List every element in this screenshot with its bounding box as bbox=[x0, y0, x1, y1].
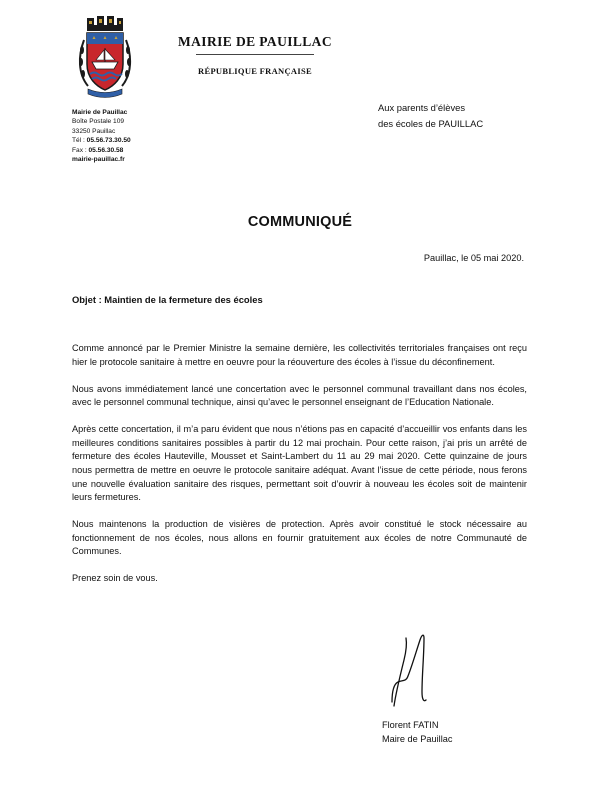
fax-number: 05.56.30.58 bbox=[88, 146, 124, 154]
letterhead-subtitle: RÉPUBLIQUE FRANÇAISE bbox=[198, 66, 312, 76]
signatory-block bbox=[382, 718, 452, 746]
body-paragraph: Après cette concertation, il m’a paru évident que nous n’étions pas en capacité d’accueillir vos enfants dans les meilleures conditions sanitaires possibles à partir du 12 mai prochain. Pour cette raison, j’ai pris un arrêté de fermeture des écoles Hauteville, Mousset et Saint-Lambert du 11 au 29 mai 2020. Cette quinzaine de jours nous permettra de mettre en oeuvre le protocole sanitaire adéquat. Avant l’issue de cette période, nous ferons une nouvelle évaluation sanitaire des risques, permettant soit d’ouvrir à nouveau les écoles soit de maintenir leurs fermetures. bbox=[72, 424, 527, 503]
phone-number: 05.56.73.30.50 bbox=[86, 137, 131, 145]
recipient-line1: Aux parents d’élèves bbox=[378, 102, 466, 113]
sender-name: Mairie de Pauillac bbox=[72, 109, 128, 116]
signatory-name: Florent FATIN bbox=[382, 720, 439, 730]
recipient-block bbox=[378, 100, 483, 131]
sender-address-line1: Boîte Postale 109 bbox=[72, 118, 125, 126]
fax-label: Fax : bbox=[72, 146, 89, 154]
subject-line: Objet : Maintien de la fermeture des écoles bbox=[72, 294, 263, 305]
body-paragraph: Prenez soin de vous. bbox=[72, 573, 158, 584]
letterhead-title: MAIRIE DE PAUILLAC bbox=[178, 34, 332, 49]
signatory-title: Maire de Pauillac bbox=[382, 734, 453, 744]
recipient-line2: des écoles de PAUILLAC bbox=[378, 117, 484, 129]
sender-address-line2: 33250 Pauillac bbox=[72, 127, 116, 135]
sender-phone bbox=[72, 136, 131, 145]
sender-website: mairie-pauillac.fr bbox=[72, 156, 125, 164]
handwritten-signature bbox=[382, 630, 438, 710]
document-heading: COMMUNIQUÉ bbox=[247, 214, 353, 230]
body-paragraph: Nous avons immédiatement lancé une concertation avec le personnel communal travaillant dans nos écoles, avec le personnel communal technique, ainsi qu’avec le personnel enseignant de l’Education Nationale. bbox=[72, 383, 527, 408]
dateline: Pauillac, le 05 mai 2020. bbox=[423, 253, 524, 263]
body-paragraph: Nous maintenons la production de visières de protection. Après avoir constitué le stock nécessaire au fonctionnement de nos écoles, nous allons en fournir gratuitement aux écoles de notre Communauté de Communes. bbox=[72, 519, 527, 557]
sender-fax bbox=[72, 146, 131, 155]
letterhead-divider bbox=[196, 54, 314, 55]
body-paragraph: Comme annoncé par le Premier Ministre la semaine dernière, les collectivités territoriales françaises ont reçu hier le protocole sanitaire à mettre en oeuvre pour la réouverture des écoles à l’issue du déconfinement. bbox=[72, 343, 527, 367]
letter-body bbox=[72, 342, 527, 599]
pauillac-coat-of-arms-icon bbox=[78, 16, 132, 98]
sender-block bbox=[72, 108, 131, 164]
phone-label: Tél : bbox=[72, 137, 87, 145]
